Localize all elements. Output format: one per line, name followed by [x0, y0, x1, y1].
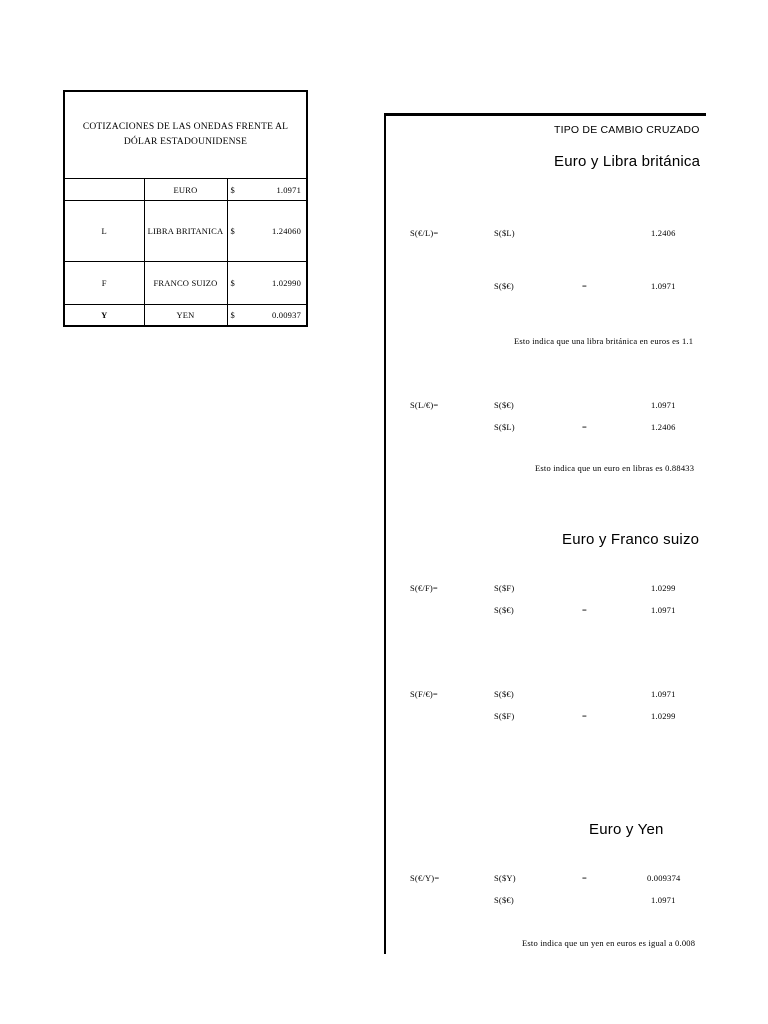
calc-numerator: S($F) [494, 583, 515, 593]
calc-equals: = [582, 873, 587, 883]
currency-symbol: $ [227, 179, 255, 201]
calc-denominator-value: 1.0971 [651, 281, 676, 291]
calc-denominator-value: 1.2406 [651, 422, 676, 432]
currency-code: L [64, 201, 144, 262]
calc-label: S(L/€)= [410, 400, 439, 410]
table-row [64, 305, 307, 327]
calc-label: S(€/F)= [410, 583, 438, 593]
calc-denominator-value: 1.0971 [651, 605, 676, 615]
result-note: Esto indica que una libra británica en euros es 1.1 [514, 336, 694, 346]
calc-denominator: S($€) [494, 895, 514, 905]
section-title-libra: Euro y Libra británica [554, 153, 701, 170]
result-note: Esto indica que un yen en euros es igual a 0.008 [522, 938, 696, 948]
panel-title: TIPO DE CAMBIO CRUZADO [554, 124, 700, 136]
table-header: COTIZACIONES DE LAS ONEDAS FRENTE AL DÓLAR ESTADOUNIDENSE [64, 91, 307, 179]
section-title-franco: Euro y Franco suizo [562, 531, 700, 548]
calc-numerator: S($€) [494, 689, 514, 699]
currency-symbol: $ [227, 305, 255, 327]
calc-numerator-value: 0.009374 [647, 873, 681, 883]
currency-code [64, 179, 144, 201]
calc-equals: = [582, 711, 587, 721]
table-row [64, 179, 307, 201]
currency-quotes-table [63, 90, 308, 327]
currency-symbol: $ [227, 262, 255, 305]
calc-denominator: S($L) [494, 422, 515, 432]
calc-equals: = [582, 605, 587, 615]
currency-value: 0.00937 [255, 305, 307, 327]
table-row [64, 262, 307, 305]
cross-rate-panel [384, 113, 706, 954]
calc-label: S(€/L)= [410, 228, 439, 238]
currency-value: 1.0971 [255, 179, 307, 201]
section-title-yen: Euro y Yen [589, 821, 664, 838]
calc-numerator-value: 1.0299 [651, 583, 676, 593]
calc-numerator: S($Y) [494, 873, 516, 883]
calc-denominator: S($€) [494, 281, 514, 291]
calc-numerator-value: 1.0971 [651, 689, 676, 699]
currency-code: Y [64, 305, 144, 327]
currency-symbol: $ [227, 201, 255, 262]
currency-name: EURO [144, 179, 227, 201]
calc-numerator-value: 1.2406 [651, 228, 676, 238]
calc-numerator-value: 1.0971 [651, 400, 676, 410]
table-row [64, 201, 307, 262]
currency-value: 1.02990 [255, 262, 307, 305]
result-note: Esto indica que un euro en libras es 0.88433 [535, 463, 695, 473]
currency-value: 1.24060 [255, 201, 307, 262]
calc-denominator-value: 1.0299 [651, 711, 676, 721]
calc-label: S(€/Y)= [410, 873, 440, 883]
calc-equals: = [582, 422, 587, 432]
currency-code: F [64, 262, 144, 305]
calc-denominator-value: 1.0971 [651, 895, 676, 905]
calc-numerator: S($€) [494, 400, 514, 410]
currency-name: FRANCO SUIZO [144, 262, 227, 305]
currency-name: YEN [144, 305, 227, 327]
calc-numerator: S($L) [494, 228, 515, 238]
calc-equals: = [582, 281, 587, 291]
calc-denominator: S($F) [494, 711, 515, 721]
currency-name: LIBRA BRITANICA [144, 201, 227, 262]
calc-label: S(F/€)= [410, 689, 438, 699]
calc-denominator: S($€) [494, 605, 514, 615]
